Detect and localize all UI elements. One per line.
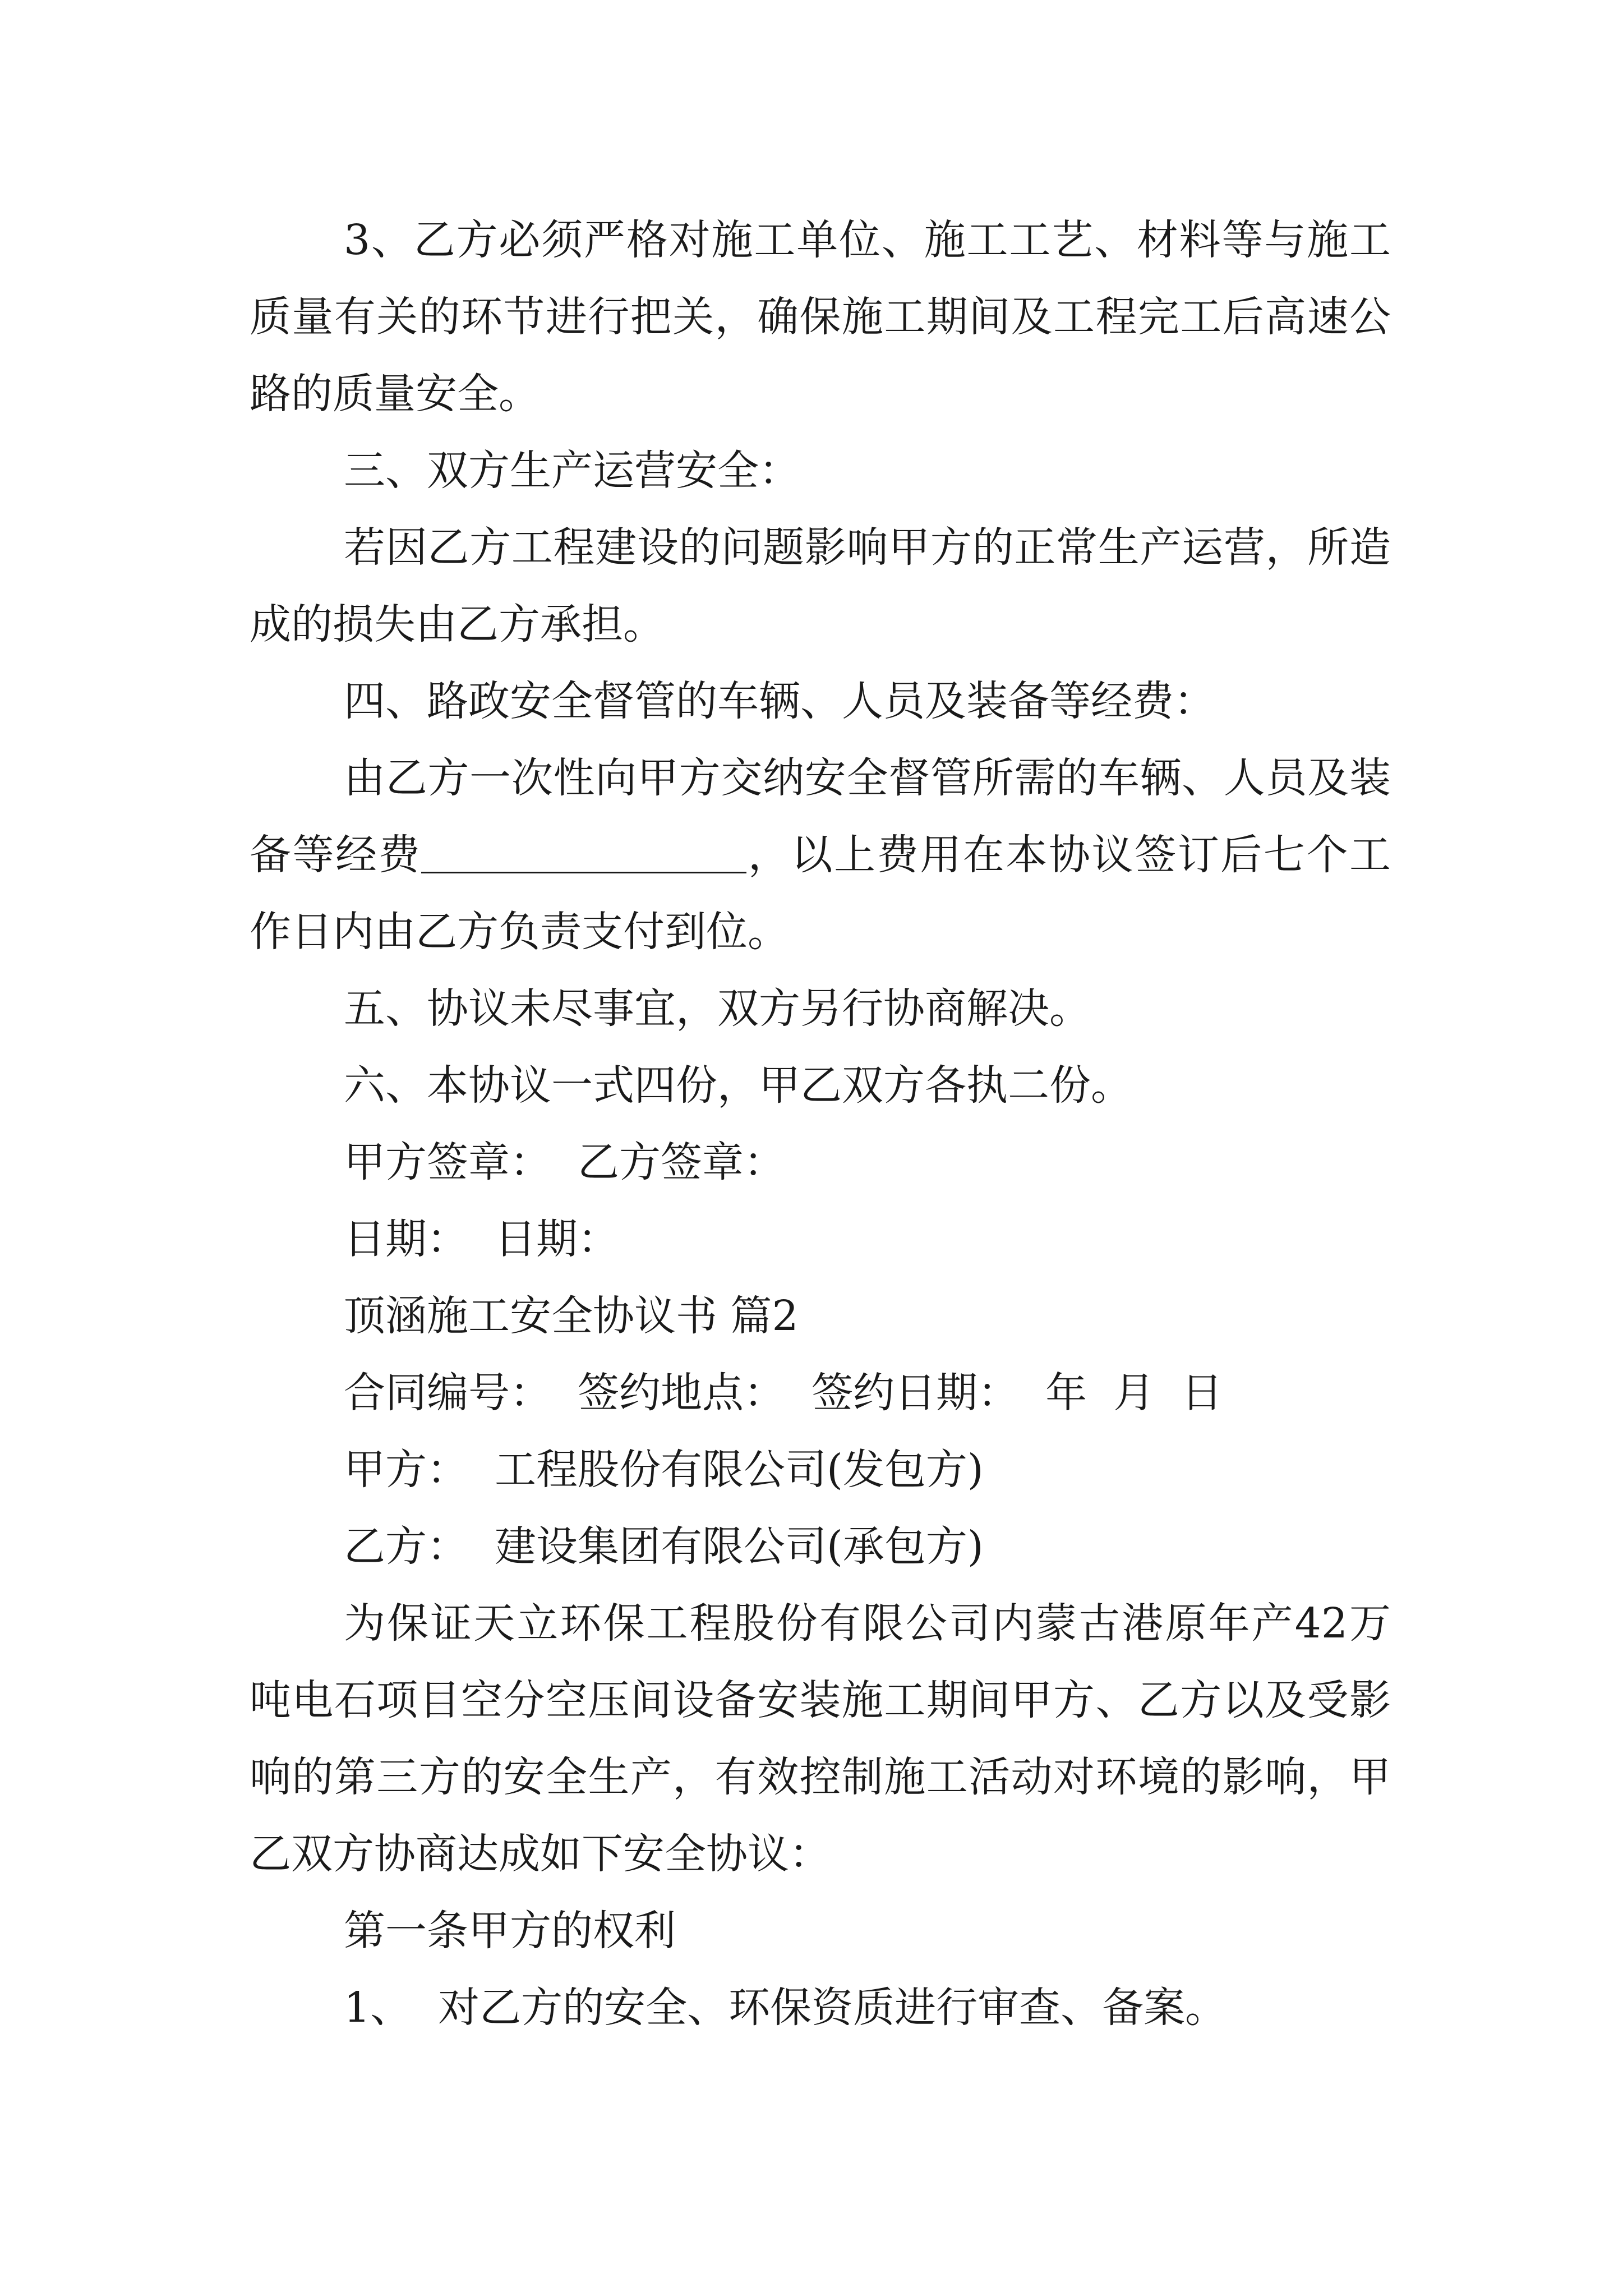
contract-info-line: 合同编号： 签约地点： 签约日期： 年 月 日 [344, 1369, 1223, 1417]
fee-text-before: 由乙方一次性向甲方交纳安全督管所需的车辆、人员及装备等经费 [250, 754, 1391, 879]
paragraph-unresolved-matters: 五、协议未尽事宜，双方另行协商解决。 [344, 984, 1091, 1033]
article-heading-party-a-rights: 第一条甲方的权利 [344, 1907, 676, 1955]
agreement-title-part2: 顶涵施工安全协议书 篇2 [344, 1292, 799, 1340]
paragraph-copies: 六、本协议一式四份，甲乙双方各执二份。 [344, 1061, 1132, 1110]
fee-amount-blank [421, 830, 746, 873]
document-body [250, 202, 1391, 2046]
paragraph-loss-liability: 若因乙方工程建设的问题影响甲方的正常生产运营，所造成的损失由乙方承担。 [250, 523, 1391, 648]
party-b-line: 乙方： 建设集团有限公司(承包方) [344, 1522, 984, 1571]
signature-line: 甲方签章： 乙方签章： [344, 1138, 786, 1186]
paragraph-purpose: 为保证天立环保工程股份有限公司内蒙古港原年产42万吨电石项目空分空压间设备安装施工期间甲方、乙方以及受影响的第三方的安全生产，有效控制施工活动对环境的影响，甲乙双方协商达成如下安全协议： [250, 1599, 1391, 1878]
section-heading-production-safety: 三、双方生产运营安全： [344, 447, 800, 495]
paragraph-quality-check: 3、乙方必须严格对施工单位、施工工艺、材料等与施工质量有关的环节进行把关，确保施工期间及工程完工后高速公路的质量安全。 [250, 216, 1391, 418]
date-line: 日期： 日期： [344, 1215, 620, 1263]
section-heading-supervision-fees: 四、路政安全督管的车辆、人员及装备等经费： [344, 677, 1215, 725]
party-a-line: 甲方： 工程股份有限公司(发包方) [344, 1446, 984, 1494]
paragraph-fee-payment [250, 740, 1391, 970]
fee-text-after: ，以上费用在本协议签订后七个工作日内由乙方负责支付到位。 [250, 831, 1391, 956]
list-item-qualification-review: 1、 对乙方的安全、环保资质进行审查、备案。 [344, 1984, 1227, 2032]
